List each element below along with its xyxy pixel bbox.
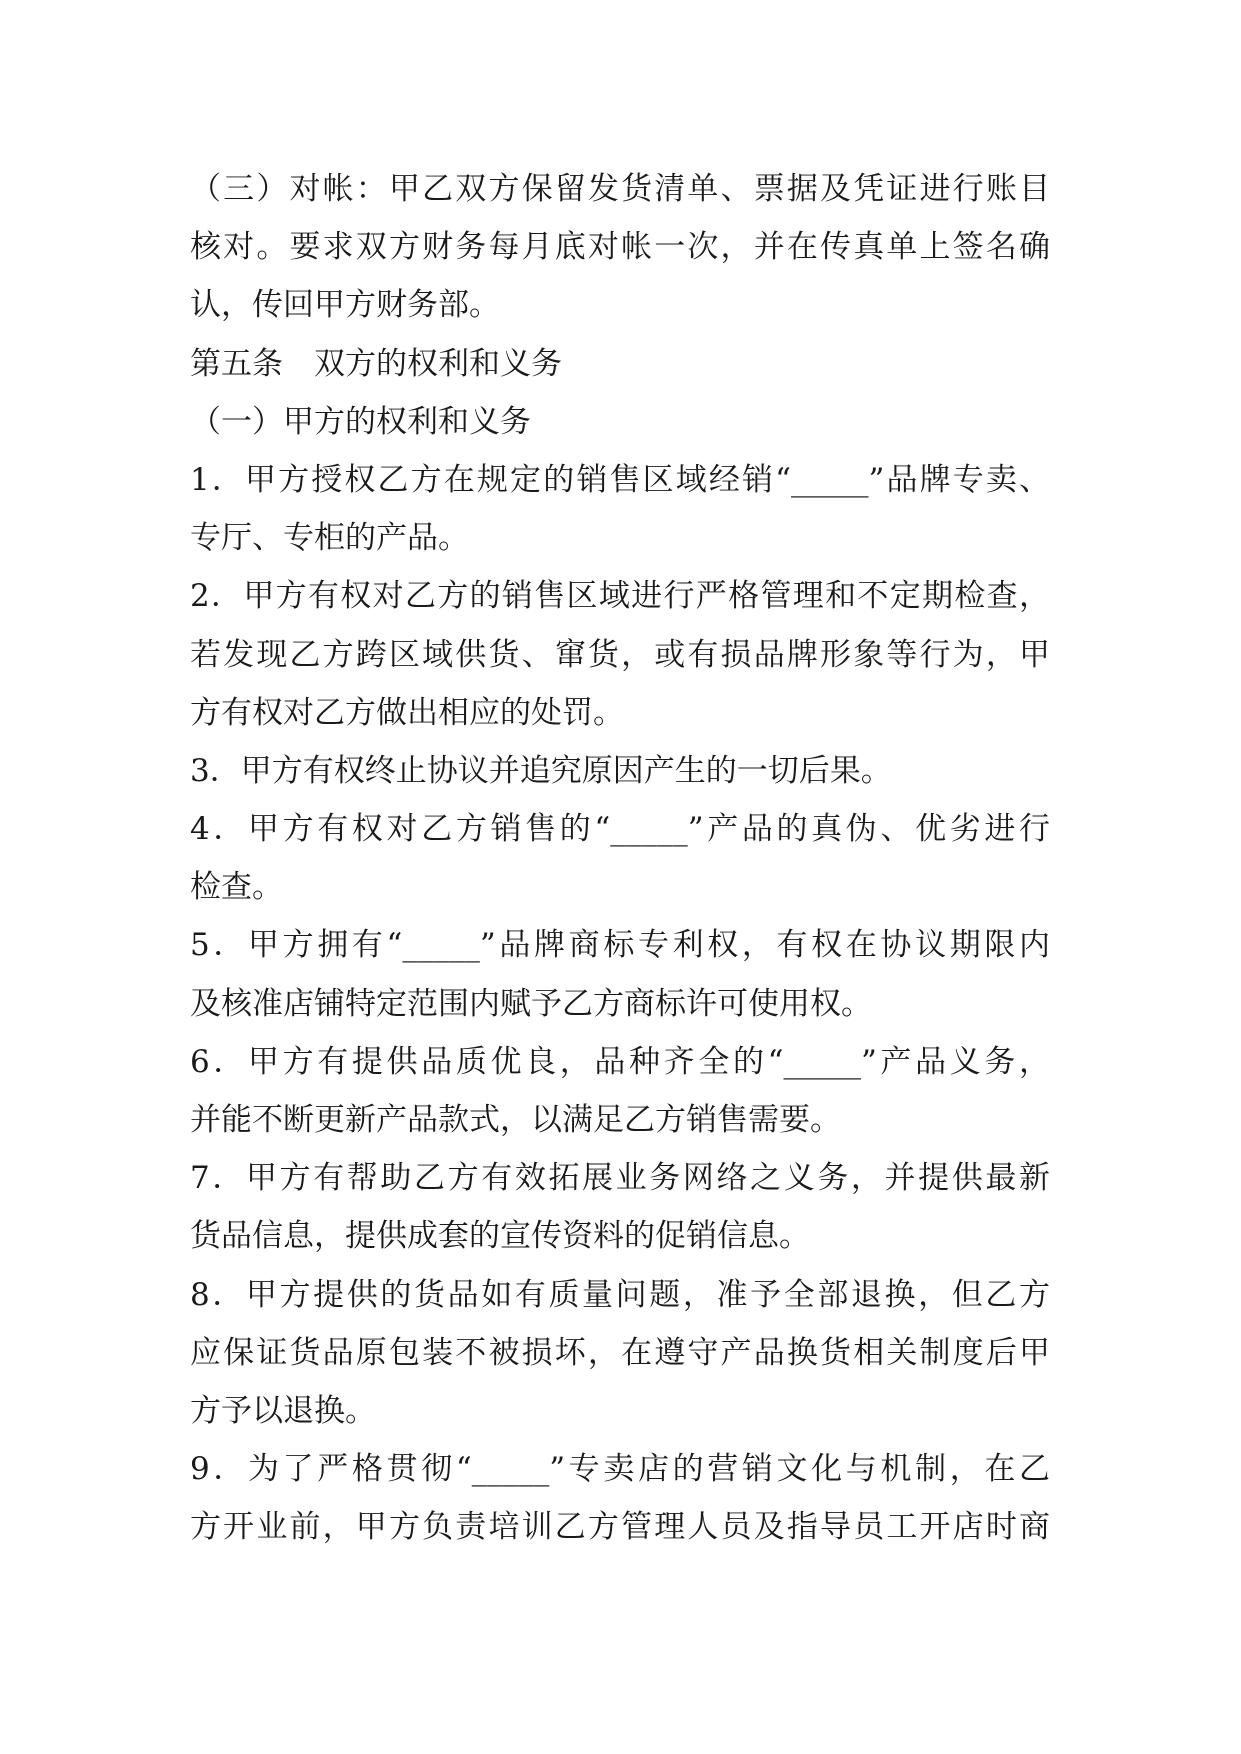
list-item-line: 6．甲方有提供品质优良，品种齐全的“_____”产品义务， <box>190 1043 1050 1080</box>
list-item-line: 1．甲方授权乙方在规定的销售区域经销“_____”品牌专卖、 <box>190 461 1050 498</box>
list-item-line: 货品信息，提供成套的宣传资料的促销信息。 <box>190 1218 810 1255</box>
list-item-line: 4．甲方有权对乙方销售的“_____”产品的真伪、优劣进行 <box>190 811 1050 848</box>
list-item-line: 5．甲方拥有“_____”品牌商标专利权，有权在协议期限内 <box>190 927 1050 964</box>
list-item-line: 8．甲方提供的货品如有质量问题，准予全部退换，但乙方 <box>190 1276 1050 1313</box>
list-item-line: 2．甲方有权对乙方的销售区域进行严格管理和不定期检查， <box>190 578 1050 615</box>
list-item-line: 方予以退换。 <box>190 1392 376 1429</box>
text-line: （三）对帐：甲乙双方保留发货清单、票据及凭证进行账目 <box>190 171 1050 207</box>
list-item-line: 9．为了严格贯彻“_____”专卖店的营销文化与机制，在乙 <box>190 1451 1050 1488</box>
list-item-line: 及核准店铺特定范围内赋予乙方商标许可使用权。 <box>190 985 872 1022</box>
list-item-line: 并能不断更新产品款式，以满足乙方销售需要。 <box>190 1102 841 1138</box>
list-item-line: 检查。 <box>190 869 283 906</box>
list-item-line: 若发现乙方跨区域供货、窜货，或有损品牌形象等行为，甲 <box>190 636 1050 673</box>
list-item-line: 方有权对乙方做出相应的处罚。 <box>190 694 624 731</box>
list-item-line: 专厅、专柜的产品。 <box>190 520 469 557</box>
text-line: 核对。要求双方财务每月底对帐一次，并在传真单上签名确 <box>190 229 1050 266</box>
section-heading: 第五条 双方的权利和义务 <box>190 345 562 382</box>
subsection-heading: （一）甲方的权利和义务 <box>190 403 531 440</box>
list-item-line: 方开业前，甲方负责培训乙方管理人员及指导员工开店时商 <box>190 1509 1050 1546</box>
document-body <box>190 160 1050 1557</box>
list-item-line: 7．甲方有帮助乙方有效拓展业务网络之义务，并提供最新 <box>190 1160 1050 1197</box>
list-item-line: 应保证货品原包装不被损坏，在遵守产品换货相关制度后甲 <box>190 1334 1050 1371</box>
text-line: 认，传回甲方财务部。 <box>190 287 500 324</box>
list-item-line: 3．甲方有权终止协议并追究原因产生的一切后果。 <box>190 752 892 789</box>
